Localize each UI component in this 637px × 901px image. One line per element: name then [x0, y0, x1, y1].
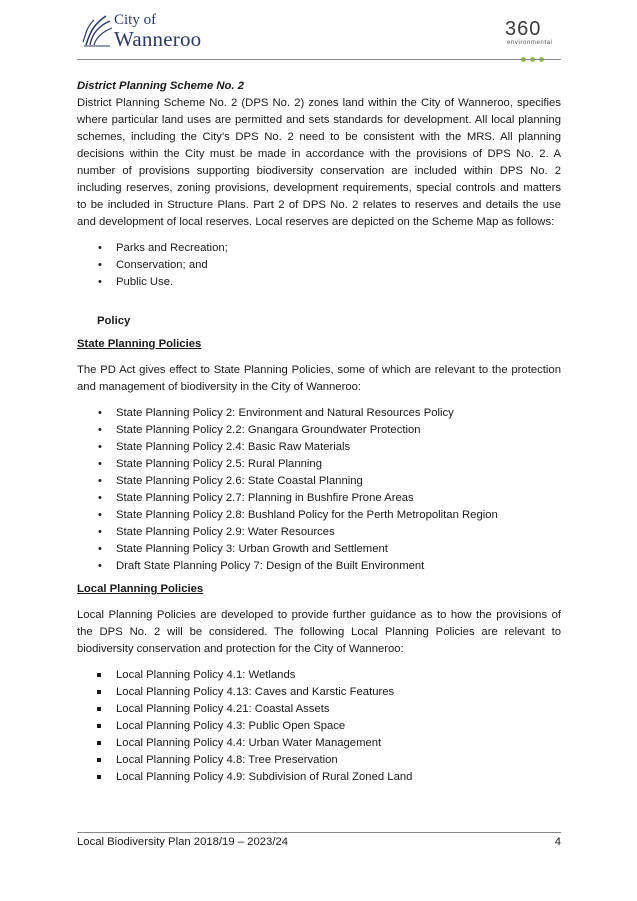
list-item: • Public Use. — [98, 276, 174, 288]
document-body — [77, 78, 561, 786]
city-of-wanneroo-logo — [80, 12, 210, 52]
local-policies-paragraph: Local Planning Policies are developed to provide further guidance as to how the provisions of the DPS No. 2 will be considered. The following Local Planning Policies are relevant to biodiversity conservation and protection for the City of Wanneroo: — [77, 609, 561, 655]
list-item: Local Planning Policy 4.4: Urban Water Management — [77, 735, 561, 752]
list-item: • Parks and Recreation; — [98, 242, 228, 254]
list-item: • Draft State Planning Policy 7: Design of the Built Environment — [98, 560, 425, 572]
list-item: Local Planning Policy 4.1: Wetlands — [77, 667, 561, 684]
360-environmental-logo — [503, 18, 565, 56]
list-item: Local Planning Policy 4.21: Coastal Assets — [77, 701, 561, 718]
dps-reserve-list — [77, 240, 561, 291]
list-item: • State Planning Policy 2.8: Bushland Policy for the Perth Metropolitan Region — [98, 509, 498, 521]
list-item: • Conservation; and — [98, 259, 208, 271]
footer-title: Local Biodiversity Plan 2018/19 – 2023/24 — [77, 836, 289, 848]
list-item: • State Planning Policy 3: Urban Growth and Settlement — [98, 543, 388, 555]
list-item: • State Planning Policy 2.4: Basic Raw Materials — [98, 441, 351, 453]
dps-paragraph: District Planning Scheme No. 2 (DPS No. 2) zones land within the City of Wanneroo, specifies where particular land uses are permitted and sets standards for development. All local planning schemes, including the City's DPS No. 2 need to be consistent with the MRS. All planning decisions within the City must be made in accordance with the provisions of DPS No. 2. A number of provisions supporting biodiversity conservation are included within DPS No. 2 including reserves, zoning provisions, development requirements, special controls and matters to be included in Structure Plans. Part 2 of DPS No. 2 relates to reserves and details the use and development of local reserves. Local reserves are depicted on the Scheme Map as follows: — [77, 97, 561, 228]
list-item: Local Planning Policy 4.13: Caves and Karstic Features — [77, 684, 561, 701]
list-item: • State Planning Policy 2.6: State Coastal Planning — [98, 475, 363, 487]
policy-heading: Policy — [97, 315, 131, 327]
local-policies-list — [77, 667, 561, 786]
footer-divider — [77, 832, 561, 833]
list-item: Local Planning Policy 4.8: Tree Preservation — [77, 752, 561, 769]
wanneroo-leaf-icon — [80, 12, 114, 48]
list-item: Local Planning Policy 4.9: Subdivision of Rural Zoned Land — [77, 769, 561, 786]
list-item: • State Planning Policy 2.9: Water Resources — [98, 526, 335, 538]
list-item: • State Planning Policy 2: Environment and Natural Resources Policy — [98, 407, 454, 419]
logo-text-city-of: City of — [114, 12, 157, 28]
local-policies-title: Local Planning Policies — [77, 583, 204, 595]
list-item: • State Planning Policy 2.7: Planning in Bushfire Prone Areas — [98, 492, 414, 504]
logo-number: 360 — [505, 18, 542, 40]
list-item: • State Planning Policy 2.5: Rural Planning — [98, 458, 322, 470]
page-number: 4 — [554, 836, 561, 848]
header-divider — [77, 59, 561, 60]
state-policies-paragraph: The PD Act gives effect to State Planning Policies, some of which are relevant to the protection and management of biodiversity in the City of Wanneroo: — [77, 364, 561, 393]
logo-subtext: environmental — [507, 40, 553, 46]
state-policies-title: State Planning Policies — [77, 338, 202, 350]
page-header — [0, 0, 637, 62]
list-item: • State Planning Policy 2.2: Gnangara Groundwater Protection — [98, 424, 421, 436]
dps-title: District Planning Scheme No. 2 — [77, 80, 244, 92]
state-policies-list — [77, 405, 561, 575]
logo-dots — [521, 49, 548, 67]
logo-text-wanneroo: Wanneroo — [114, 27, 202, 51]
list-item: Local Planning Policy 4.3: Public Open Space — [77, 718, 561, 735]
